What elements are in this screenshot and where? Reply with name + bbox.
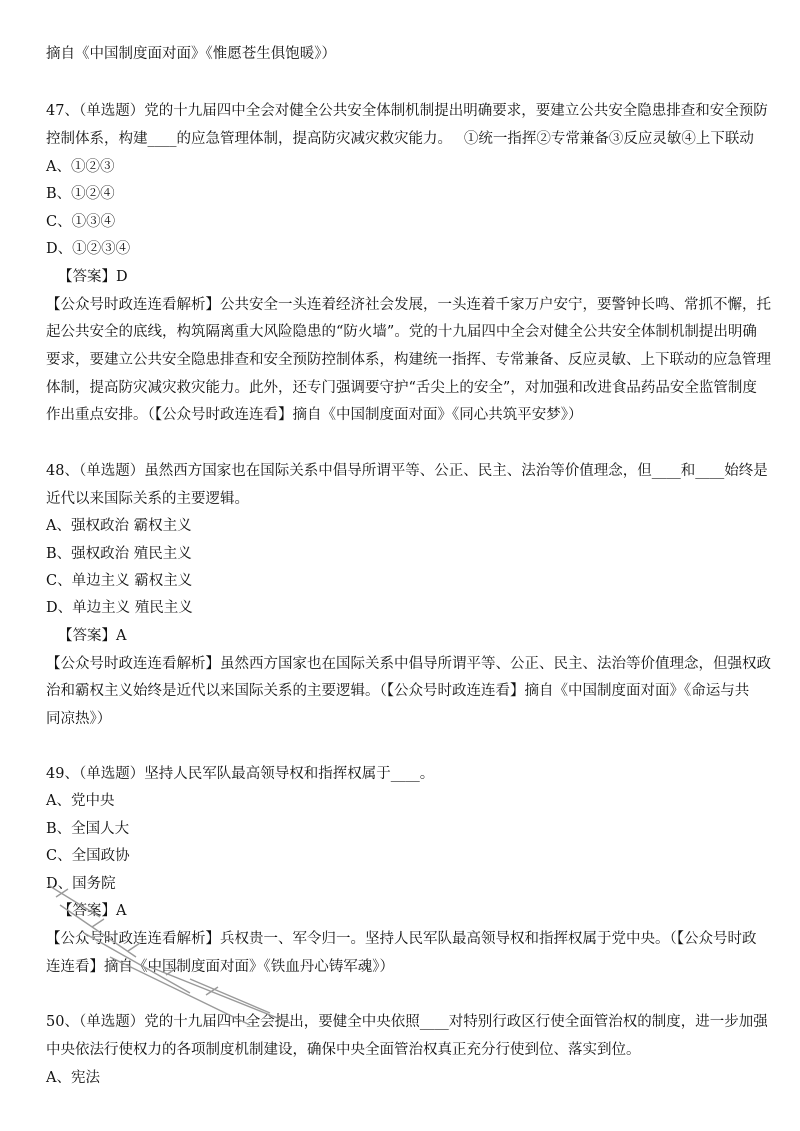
answer: 【答案】A xyxy=(58,903,127,919)
option-d: D、国务院 xyxy=(46,876,116,892)
question-48-stem: 48、（单选题）虽然西方国家也在国际关系中倡导所谓平等、公正、民主、法治等价值理念，但____和____始终是 xyxy=(46,463,768,479)
question-47-stem-cont: 控制体系，构建____的应急管理体制，提高防灾减灾救灾能力。 ①统一指挥②专常兼备③反应灵敏④上下联动 xyxy=(46,131,754,147)
option-d: D、①②③④ xyxy=(46,241,131,257)
question-50-stem-cont: 中央依法行使权力的各项制度机制建设，确保中央全面管治权真正充分行使到位、落实到位。 xyxy=(46,1042,641,1058)
explanation: 【公众号时政连连看解析】公共安全一头连着经济社会发展，一头连着千家万户安宁，要警钟长鸣、常抓不懈，托 xyxy=(46,297,771,313)
option-a: A、强权政治 霸权主义 xyxy=(46,518,192,534)
option-c: C、单边主义 霸权主义 xyxy=(46,573,193,589)
explanation: 治和霸权主义始终是近代以来国际关系的主要逻辑。（【公众号时政连连看】摘自《中国制度面对面》《命运与共 xyxy=(46,683,750,699)
explanation: 连连看】摘自《中国制度面对面》《铁血丹心铸军魂》） xyxy=(46,959,394,975)
answer: 【答案】A xyxy=(58,628,127,644)
option-b: B、全国人大 xyxy=(46,821,130,837)
answer: 【答案】D xyxy=(58,269,128,285)
option-c: C、全国政协 xyxy=(46,848,130,864)
explanation: 【公众号时政连连看解析】虽然西方国家也在国际关系中倡导所谓平等、公正、民主、法治等价值理念，但强权政 xyxy=(46,656,771,672)
option-a: A、①②③ xyxy=(46,159,115,175)
question-48-stem-cont: 近代以来国际关系的主要逻辑。 xyxy=(46,491,249,507)
option-b: B、①②④ xyxy=(46,186,115,202)
option-b: B、强权政治 殖民主义 xyxy=(46,546,192,562)
watermark-stamp xyxy=(40,875,340,1035)
question-50-stem: 50、（单选题）党的十九届四中全会提出，要健全中央依照____对特别行政区行使全面管治权的制度，进一步加强 xyxy=(46,1014,768,1030)
explanation: 起公共安全的底线，构筑隔离重大风险隐患的“防火墙”。党的十九届四中全会对健全公共安全体制机制提出明确 xyxy=(46,324,757,340)
question-47-stem: 47、（单选题）党的十九届四中全会对健全公共安全体制机制提出明确要求，要建立公共安全隐患排查和安全预防 xyxy=(46,103,768,119)
explanation: 要求，要建立公共安全隐患排查和安全预防控制体系，构建统一指挥、专常兼备、反应灵敏、上下联动的应急管理 xyxy=(46,352,771,368)
option-a: A、党中央 xyxy=(46,793,115,809)
explanation: 【公众号时政连连看解析】兵权贵一、军令归一。坚持人民军队最高领导权和指挥权属于党中央。（【公众号时政 xyxy=(46,931,757,947)
explanation: 同凉热》） xyxy=(46,711,112,727)
source-line: 摘自《中国制度面对面》《惟愿苍生俱饱暖》） xyxy=(46,46,336,62)
explanation: 作出重点安排。（【公众号时政连连看】摘自《中国制度面对面》《同心共筑平安梦》） xyxy=(46,407,583,423)
option-a: A、宪法 xyxy=(46,1070,100,1086)
question-49-stem: 49、（单选题）坚持人民军队最高领导权和指挥权属于____。 xyxy=(46,766,435,782)
option-c: C、①③④ xyxy=(46,214,116,230)
option-d: D、单边主义 殖民主义 xyxy=(46,600,193,616)
explanation: 体制，提高防灾减灾救灾能力。此外，还专门强调要守护“舌尖上的安全”，对加强和改进食品药品安全监管制度 xyxy=(46,380,757,396)
